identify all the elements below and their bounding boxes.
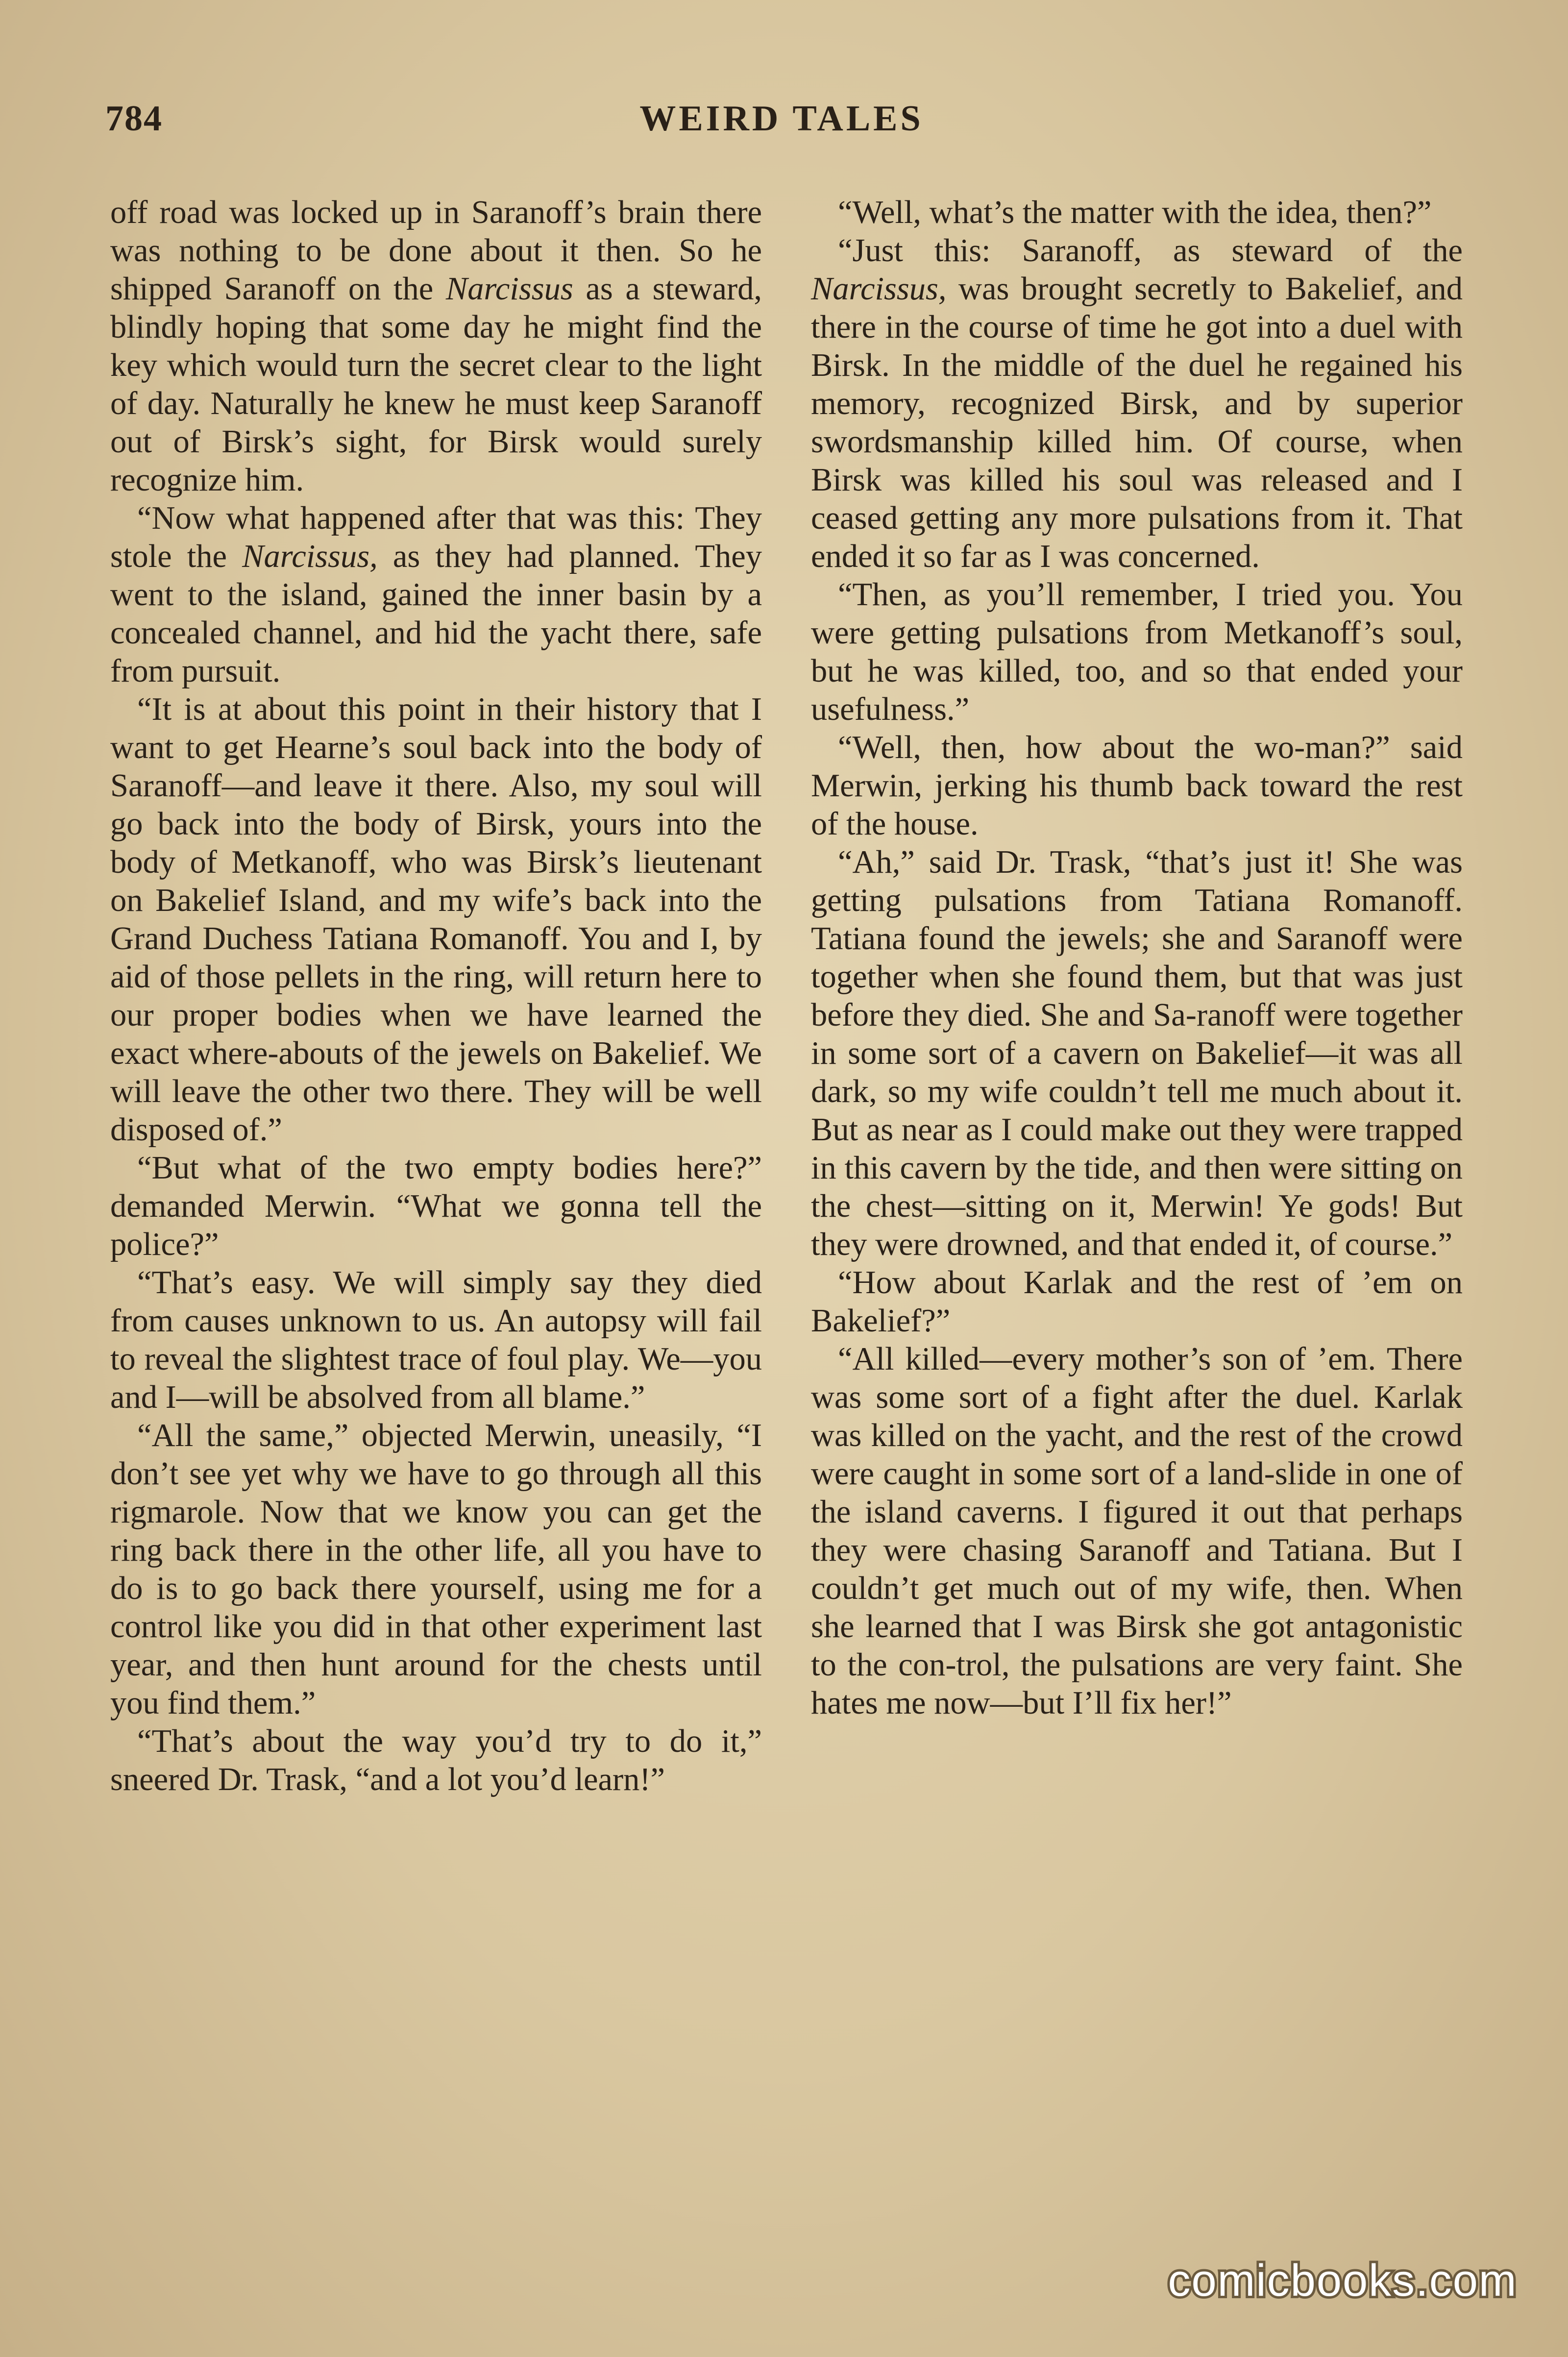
paragraph: “Ah,” said Dr. Trask, “that’s just it! She was getting pulsations from Tatiana Romanoff. Tatiana found the jewels; she and Saranoff were together when she found them, but that was just before they died. She and Sa-ranoff were together in some sort of a cavern on Bakelief—it was all dark, so my wife couldn’t tell me much about it. But as near as I could make out they were trapped in this cavern by the tide, and then were sitting on the chest—sitting on it, Merwin! Ye gods! But they were drowned, and that ended it, of course.” xyxy=(811,844,1463,1262)
paragraph: “All killed—every mother’s son of ’em. There was some sort of a fight after the duel. Karlak was killed on the yacht, and the rest of the crowd were caught in some sort of a land-slide in one of the island caverns. I figured it out that perhaps they were chasing Saranoff and Tatiana. But I couldn’t get much out of my wife, then. When she learned that I was Birsk she got antagonistic to the con-trol, the pulsations are very faint. She hates me now—but I’ll fix her!” xyxy=(811,1341,1463,1721)
ship-name: Narcissus, xyxy=(242,539,378,574)
paragraph: “Just this: Saranoff, as steward of the Narcissus, was brought secretly to Bakelief, and there in the course of time he got into a duel with Birsk. In the middle of the duel he regained his memory, recognized Birsk, and by superior swordsmanship killed him. Of course, when Birsk was killed his soul was released and I ceased getting any more pulsations from it. That ended it so far as I was concerned. xyxy=(811,233,1463,574)
page-header xyxy=(105,98,1458,142)
ship-name: Narcissus, xyxy=(811,271,947,307)
paragraph: “All the same,” objected Merwin, uneasily, “I don’t see yet why we have to go through all this rigmarole. Now that we know you can get the ring back there in the other life, all you have to do is to go back there yourself, using me for a control like you did in that other experiment last year, and then hunt around for the chests until you find them.” xyxy=(110,1418,762,1721)
paragraph: “Then, as you’ll remember, I tried you. You were getting pulsations from Metkanoff’s soul, but he was killed, too, and so that ended your usefulness.” xyxy=(811,577,1463,727)
left-column xyxy=(110,194,762,1799)
paragraph: “That’s about the way you’d try to do it,” sneered Dr. Trask, “and a lot you’d learn!” xyxy=(110,1723,762,1797)
paragraph: “Well, what’s the matter with the idea, then?” xyxy=(838,195,1432,230)
paragraph: “That’s easy. We will simply say they died from causes unknown to us. An autopsy will fail to reveal the slightest trace of foul play. We—you and I—will be absolved from all blame.” xyxy=(110,1265,762,1415)
paragraph: “Now what happened after that was this: They stole the Narcissus, as they had planned. They went to the island, gained the inner basin by a concealed channel, and hid the yacht there, safe from pursuit. xyxy=(110,500,762,689)
page-number: 784 xyxy=(105,98,163,139)
watermark-text: comicbooks.com xyxy=(1168,2256,1518,2306)
ship-name: Narcissus xyxy=(445,271,573,307)
paragraph: “But what of the two empty bodies here?” demanded Merwin. “What we gonna tell the police?” xyxy=(110,1150,762,1262)
watermark-logo xyxy=(1142,2247,1544,2320)
paragraph: off road was locked up in Saranoff’s brain there was nothing to be done about it then. So he shipped Saranoff on the Narcissus as a steward, blindly hoping that some day he might find the key which would turn the secret clear to the light of day. Naturally he knew he must keep Saranoff out of Birsk’s sight, for Birsk would surely recognize him. xyxy=(110,195,762,498)
right-column xyxy=(811,194,1463,1722)
watermark-logo-art xyxy=(1142,2247,1544,2320)
running-title: WEIRD TALES xyxy=(639,98,924,139)
paragraph: “Well, then, how about the wo-man?” said Merwin, jerking his thumb back toward the rest of the house. xyxy=(811,730,1463,842)
paragraph: “How about Karlak and the rest of ’em on Bakelief?” xyxy=(811,1265,1463,1339)
paragraph: “It is at about this point in their history that I want to get Hearne’s soul back into the body of Saranoff—and leave it there. Also, my soul will go back into the body of Birsk, yours into the body of Metkanoff, who was Birsk’s lieutenant on Bakelief Island, and my wife’s back into the Grand Duchess Tatiana Romanoff. You and I, by aid of those pellets in the ring, will return here to our proper bodies when we have learned the exact where-abouts of the jewels on Bakelief. We will leave the other two there. They will be well disposed of.” xyxy=(110,691,762,1148)
